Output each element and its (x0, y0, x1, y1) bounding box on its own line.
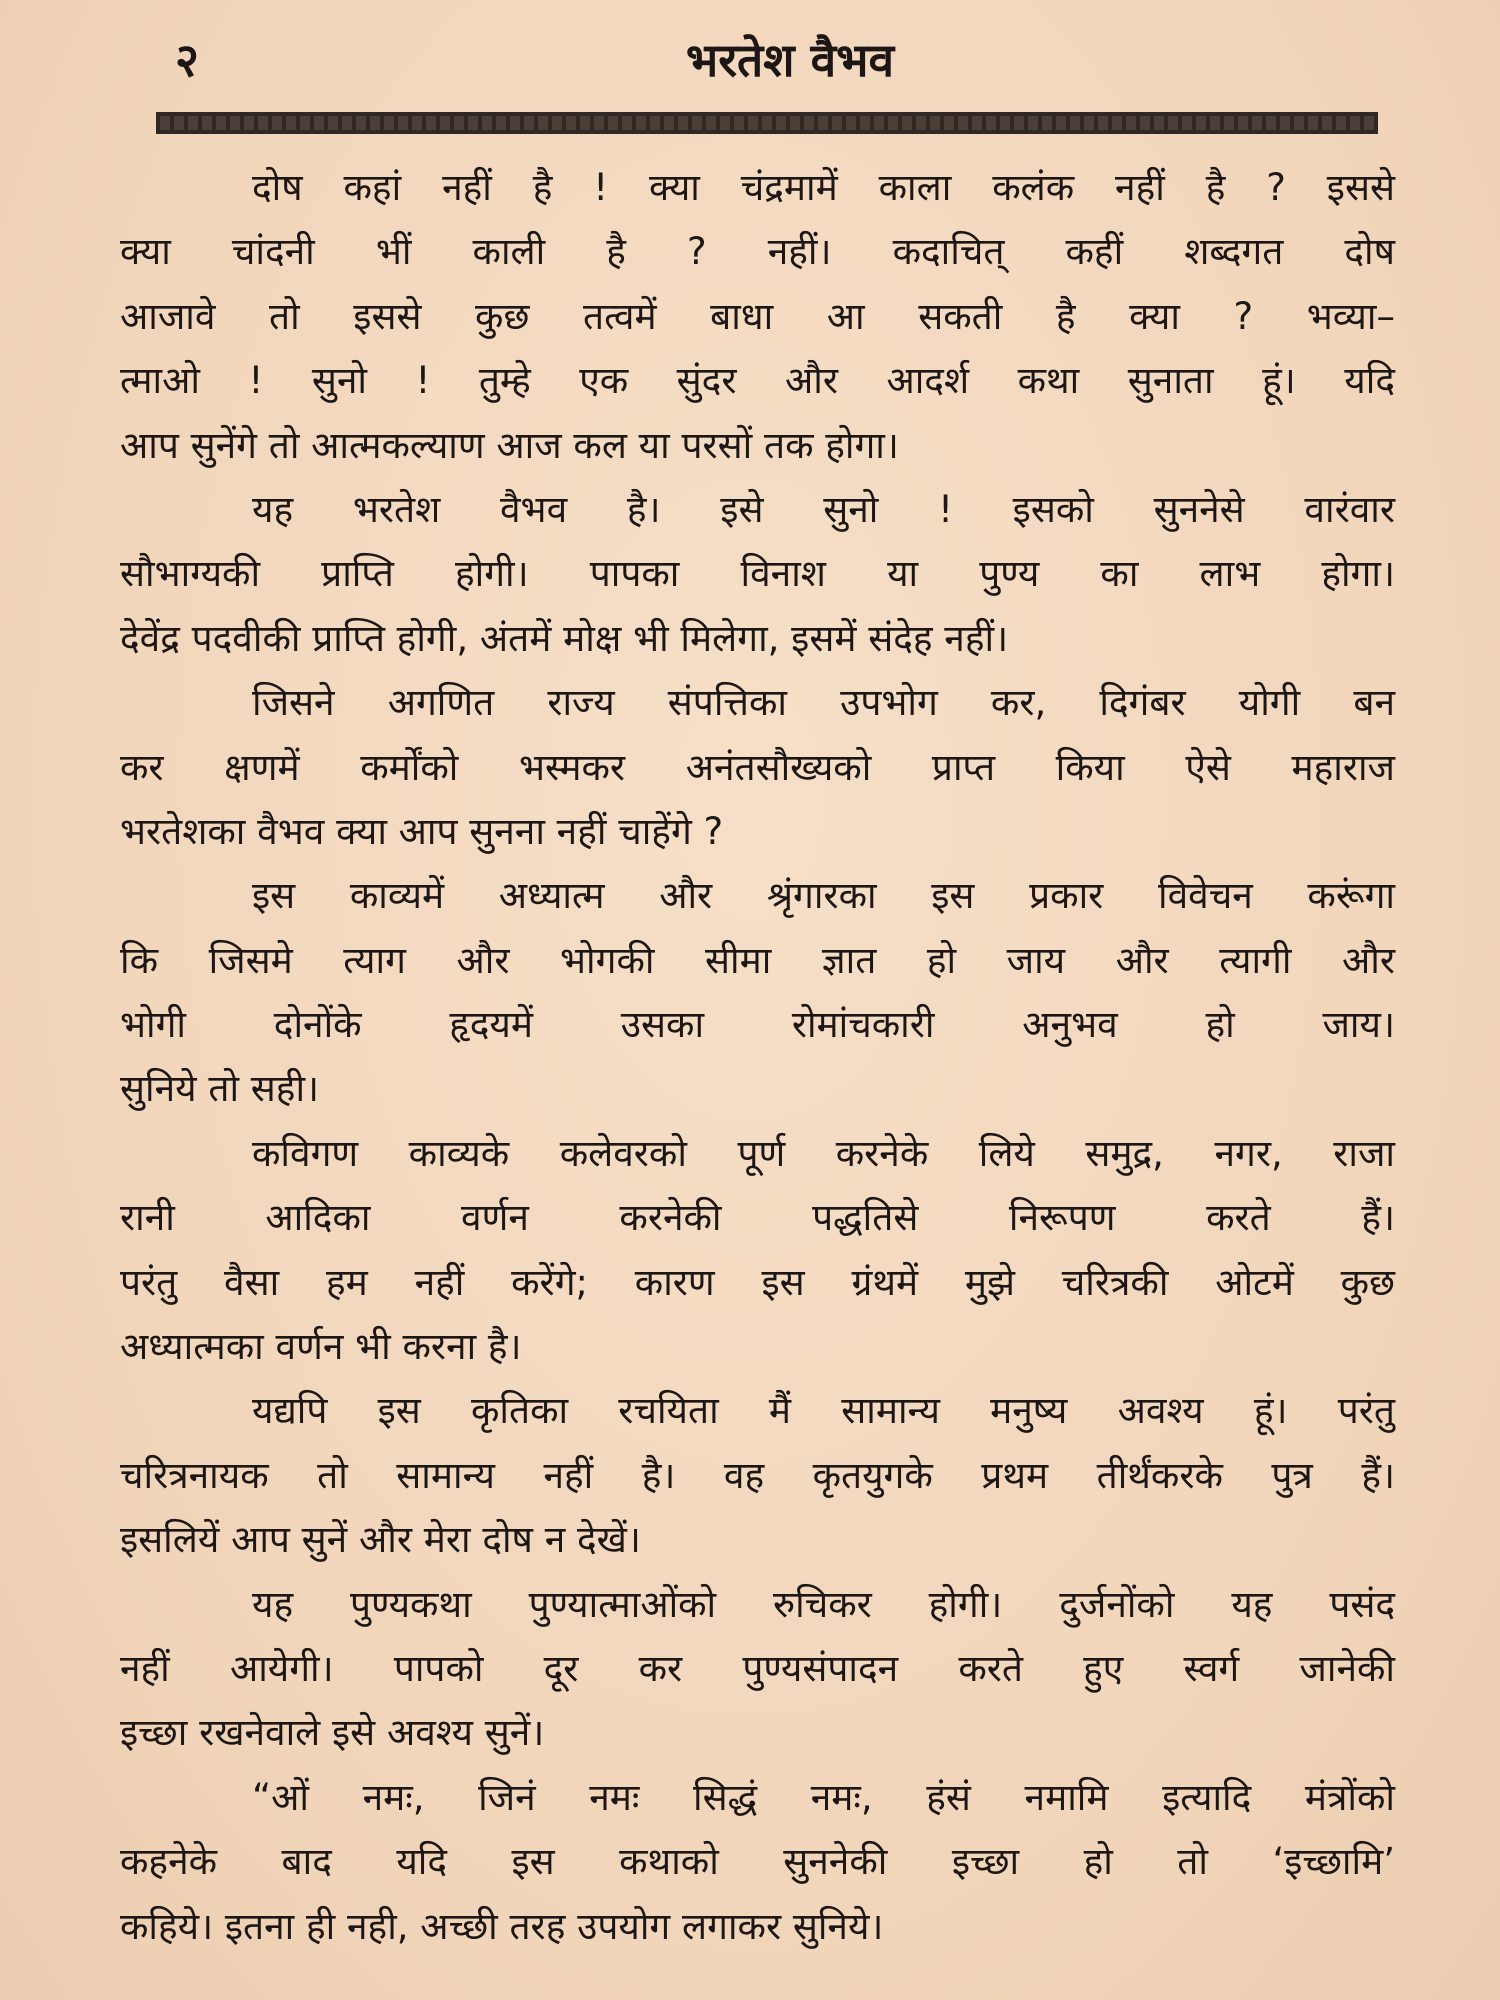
page-body (120, 156, 1395, 1959)
paragraph (120, 156, 1395, 478)
paragraph (120, 1122, 1395, 1380)
text-line: त्माओ ! सुनो ! तुम्हे एक सुंदर और आदर्श कथा सुनाता हूं। यदि (120, 359, 1395, 403)
text-line: परंतु वैसा हम नहीं करेंगे; कारण इस ग्रंथमें मुझे चरित्रकी ओटमें कुछ (120, 1260, 1395, 1304)
text-line: कहनेके बाद यदि इस कथाको सुननेकी इच्छा हो तो ‘इच्छामि’ (120, 1840, 1395, 1884)
decorative-border (156, 112, 1378, 134)
paragraph (120, 478, 1395, 671)
text-line: यह भरतेश वैभव है। इसे सुनो ! इसको सुननेसे वारंवार (252, 487, 1395, 531)
text-line: देवेंद्र पदवीकी प्राप्ति होगी, अंतमें मोक्ष भी मिलेगा, इसमें संदेह नहीं। (120, 616, 1009, 660)
text-line: इच्छा रखनेवाले इसे अवश्य सुनें। (120, 1711, 545, 1755)
text-line: “ओं नमः, जिनं नमः सिद्धं नमः, हंसं नमामि इत्यादि मंत्रोंको (252, 1775, 1395, 1819)
text-line: दोष कहां नहीं है ! क्या चंद्रमामें काला कलंक नहीं है ? इससे (252, 166, 1395, 209)
paragraph (120, 1379, 1395, 1572)
text-line: भोगी दोनोंके हृदयमें उसका रोमांचकारी अनुभव हो जाय। (120, 1003, 1395, 1047)
text-line: आप सुनेंगे तो आत्मकल्याण आज कल या परसों तक होगा। (120, 423, 899, 467)
text-line: सौभाग्यकी प्राप्ति होगी। पापका विनाश या पुण्य का लाभ होगा। (120, 552, 1395, 596)
paragraph (120, 1766, 1395, 1959)
paragraph (120, 1573, 1395, 1766)
text-line: नहीं आयेगी। पापको दूर कर पुण्यसंपादन करते हुए स्वर्ग जानेकी (120, 1646, 1395, 1690)
text-line: कि जिसमे त्याग और भोगकी सीमा ज्ञात हो जाय और त्यागी और (120, 938, 1395, 982)
text-line: चरित्रनायक तो सामान्य नहीं है। वह कृतयुगके प्रथम तीर्थंकरके पुत्र हैं। (120, 1453, 1395, 1497)
text-line: इस काव्यमें अध्यात्म और श्रृंगारका इस प्रकार विवेचन करूंगा (252, 874, 1395, 918)
paragraph (120, 671, 1395, 864)
text-line: रानी आदिका वर्णन करनेकी पद्धतिसे निरूपण करते हैं। (120, 1196, 1395, 1240)
paragraph (120, 864, 1395, 1122)
text-line: भरतेशका वैभव क्या आप सुनना नहीं चाहेंगे ? (120, 809, 724, 853)
running-title: भरतेश वैभव (685, 33, 895, 87)
text-line: कर क्षणमें कर्मोंको भस्मकर अनंतसौख्यको प्राप्त किया ऐसे महाराज (120, 745, 1395, 789)
text-line: कहिये। इतना ही नही, अच्छी तरह उपयोग लगाकर सुनिये। (120, 1904, 884, 1948)
text-line: आजावे तो इससे कुछ तत्वमें बाधा आ सकती है क्या ? भव्या– (120, 294, 1395, 338)
text-line: यद्यपि इस कृतिका रचयिता मैं सामान्य मनुष्य अवश्य हूं। परंतु (252, 1389, 1395, 1433)
text-line: क्या चांदनी भीं काली है ? नहीं। कदाचित् कहीं शब्दगत दोष (120, 230, 1395, 274)
text-line: इसलियें आप सुनें और मेरा दोष न देखें। (120, 1518, 641, 1562)
page-number: २ (175, 33, 199, 87)
text-line: जिसने अगणित राज्य संपत्तिका उपभोग कर, दिगंबर योगी बन (252, 681, 1395, 725)
text-line: यह पुण्यकथा पुण्यात्माओंको रुचिकर होगी। दुर्जनोंको यह पसंद (252, 1582, 1395, 1626)
text-line: अध्यात्मका वर्णन भी करना है। (120, 1325, 522, 1369)
text-line: सुनिये तो सही। (120, 1067, 320, 1111)
text-line: कविगण काव्यके कलेवरको पूर्ण करनेके लिये समुद्र, नगर, राजा (252, 1131, 1395, 1175)
